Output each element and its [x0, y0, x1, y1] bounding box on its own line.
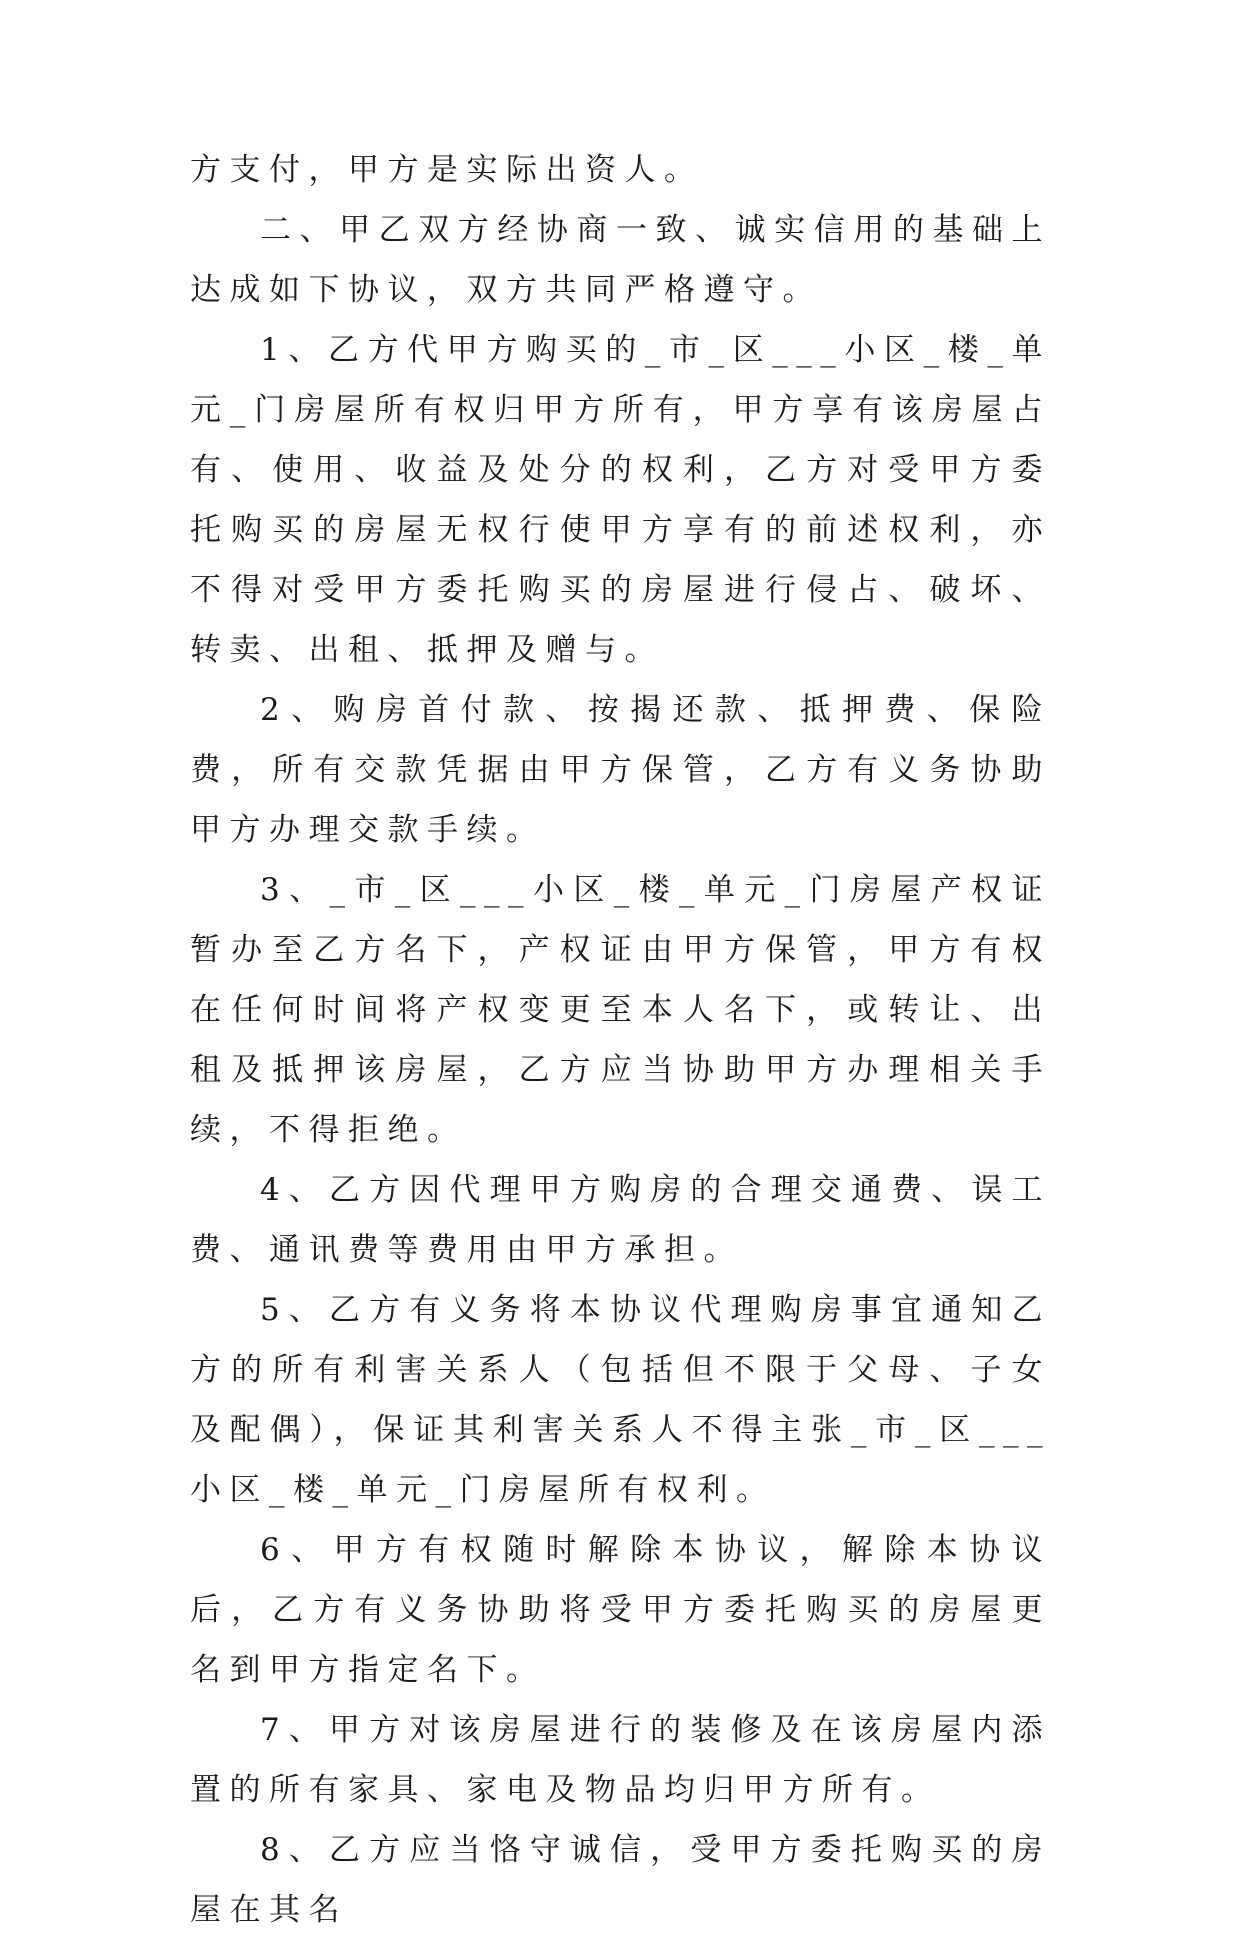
paragraph-section-two: 二、甲乙双方经协商一致、诚实信用的基础上达成如下协议，双方共同严格遵守。	[190, 212, 1051, 308]
paragraph-clause-5: 5、乙方有义务将本协议代理购房事宜通知乙方的所有利害关系人（包括但不限于父母、子女及配偶），保证其利害关系人不得主张_市_区___小区_楼_单元_门房屋所有权利。	[190, 1292, 1051, 1508]
paragraph-clause-1: 1、乙方代甲方购买的_市_区___小区_楼_单元_门房屋所有权归甲方所有，甲方享有该房屋占有、使用、收益及处分的权利，乙方对受甲方委托购买的房屋无权行使甲方享有的前述权利，亦不得对受甲方委托购买的房屋进行侵占、破坏、转卖、出租、抵押及赠与。	[190, 332, 1051, 668]
paragraph-clause-6: 6、甲方有权随时解除本协议，解除本协议后，乙方有义务协助将受甲方委托购买的房屋更名到甲方指定名下。	[190, 1532, 1051, 1688]
paragraph-clause-4: 4、乙方因代理甲方购房的合理交通费、误工费、通讯费等费用由甲方承担。	[190, 1172, 1051, 1268]
document-page	[190, 140, 1051, 1940]
paragraph-continuation: 方支付，甲方是实际出资人。	[190, 152, 704, 188]
paragraph-clause-8: 8、乙方应当恪守诚信，受甲方委托购买的房屋在其名	[190, 1832, 1051, 1928]
paragraph-clause-2: 2、购房首付款、按揭还款、抵押费、保险费，所有交款凭据由甲方保管，乙方有义务协助甲方办理交款手续。	[190, 692, 1051, 848]
paragraph-clause-7: 7、甲方对该房屋进行的装修及在该房屋内添置的所有家具、家电及物品均归甲方所有。	[190, 1712, 1051, 1808]
paragraph-clause-3: 3、_市_区___小区_楼_单元_门房屋产权证暂办至乙方名下，产权证由甲方保管，甲方有权在任何时间将产权变更至本人名下，或转让、出租及抵押该房屋，乙方应当协助甲方办理相关手续，不得拒绝。	[190, 872, 1051, 1148]
